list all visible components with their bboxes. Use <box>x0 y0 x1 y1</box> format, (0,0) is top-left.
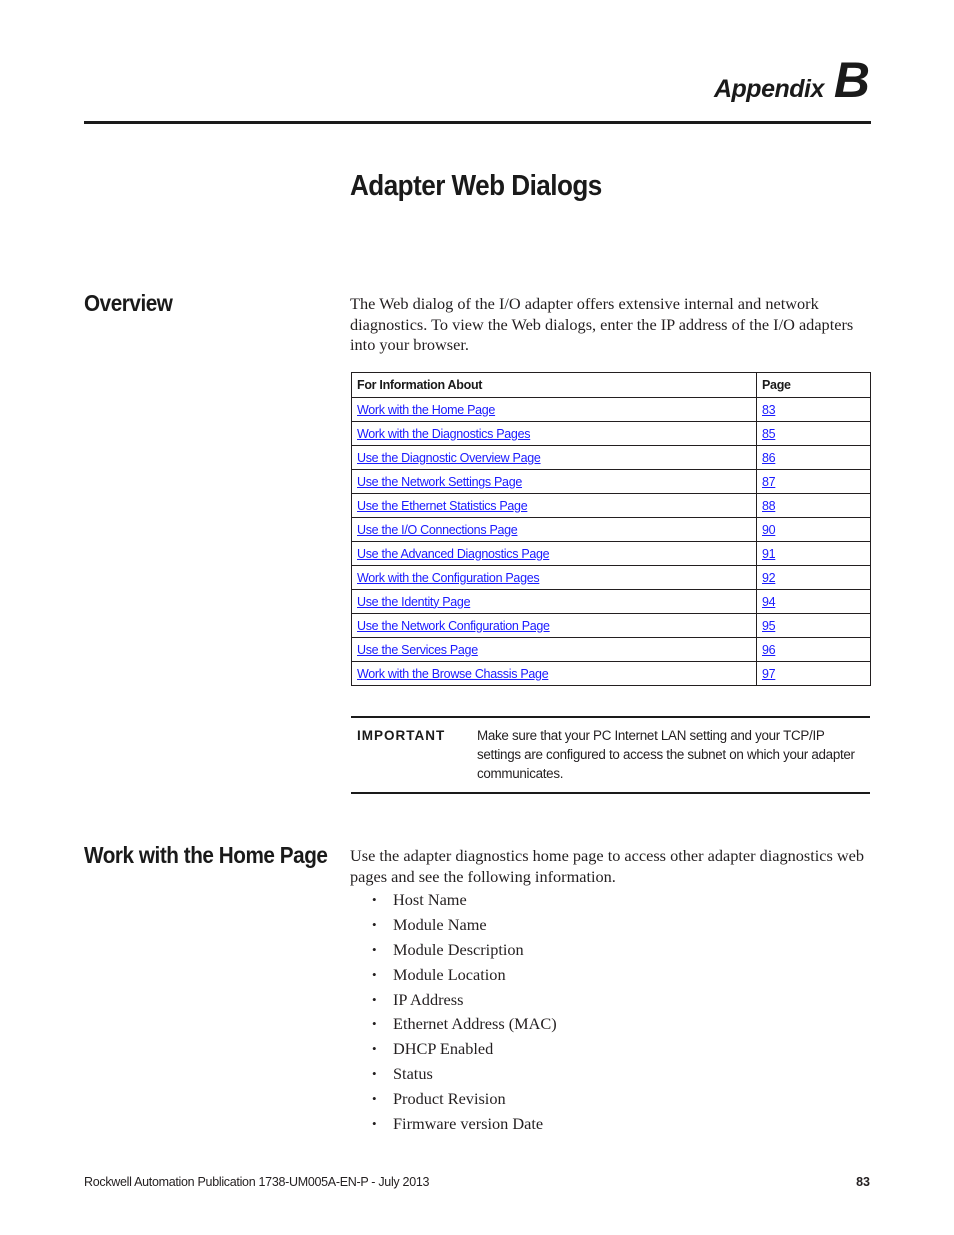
list-item <box>372 1012 557 1037</box>
table-row <box>352 566 871 590</box>
toc-page-cell <box>757 470 871 494</box>
table-row <box>352 590 871 614</box>
toc-page-cell <box>757 398 871 422</box>
bullet-icon: • <box>372 1091 377 1107</box>
table-row <box>352 662 871 686</box>
list-item <box>372 938 557 963</box>
toc-page-cell <box>757 566 871 590</box>
toc-topic-cell <box>352 518 757 542</box>
toc-topic-cell <box>352 662 757 686</box>
home-page-paragraph: Use the adapter diagnostics home page to access other adapter diagnostics web pages and see the following information. <box>350 846 865 886</box>
toc-page-link[interactable]: 92 <box>762 570 776 585</box>
toc-topic-cell <box>352 590 757 614</box>
list-item <box>372 1112 557 1137</box>
toc-header-row <box>352 373 871 398</box>
table-row <box>352 398 871 422</box>
footer-publication: Rockwell Automation Publication 1738-UM005A-EN-P - July 2013 <box>84 1175 430 1189</box>
toc-page-cell <box>757 662 871 686</box>
toc-page-link[interactable]: 88 <box>762 498 776 513</box>
important-note <box>351 716 870 794</box>
footer-page-number: 83 <box>856 1175 870 1189</box>
toc-topic-cell <box>352 494 757 518</box>
toc-topic-cell <box>352 566 757 590</box>
toc-page-cell <box>757 638 871 662</box>
table-row <box>352 446 871 470</box>
toc-topic-link[interactable]: Work with the Diagnostics Pages <box>357 426 531 441</box>
toc-page-link[interactable]: 97 <box>762 666 776 681</box>
toc-table <box>351 372 871 686</box>
toc-topic-link[interactable]: Use the Advanced Diagnostics Page <box>357 546 550 561</box>
appendix-letter: B <box>833 52 870 108</box>
toc-page-link[interactable]: 91 <box>762 546 776 561</box>
toc-page-cell <box>757 542 871 566</box>
overview-paragraph: The Web dialog of the I/O adapter offers extensive internal and network diagnostics. To view the Web dialogs, enter the IP address of the I/O adapters into your browser. <box>350 294 854 354</box>
list-item <box>372 1087 557 1112</box>
home-page-heading: Work with the Home Page <box>84 842 328 868</box>
list-item-text: Host Name <box>393 890 467 909</box>
bullet-icon: • <box>372 916 377 932</box>
table-row <box>352 542 871 566</box>
bullet-icon: • <box>372 1016 377 1032</box>
bullet-icon: • <box>372 892 377 907</box>
toc-page-cell <box>757 446 871 470</box>
important-label: IMPORTANT <box>357 728 446 743</box>
chapter-title: Adapter Web Dialogs <box>350 170 602 202</box>
list-item <box>372 988 557 1013</box>
toc-topic-link[interactable]: Work with the Browse Chassis Page <box>357 666 549 681</box>
table-row <box>352 518 871 542</box>
bullet-icon: • <box>372 1066 377 1082</box>
list-item-text: IP Address <box>393 989 464 1009</box>
toc-topic-link[interactable]: Use the Services Page <box>357 642 478 657</box>
table-row <box>352 494 871 518</box>
list-item <box>372 888 557 913</box>
table-row <box>352 422 871 446</box>
toc-page-link[interactable]: 95 <box>762 618 776 633</box>
bullet-icon: • <box>372 991 377 1007</box>
toc-topic-cell <box>352 398 757 422</box>
table-row <box>352 614 871 638</box>
appendix-label <box>713 52 870 108</box>
overview-heading: Overview <box>84 290 173 316</box>
toc-topic-link[interactable]: Use the Identity Page <box>357 594 471 609</box>
toc-topic-link[interactable]: Use the Diagnostic Overview Page <box>357 450 541 465</box>
list-item <box>372 1037 557 1062</box>
toc-page-link[interactable]: 90 <box>762 522 776 537</box>
toc-topic-link[interactable]: Use the Ethernet Statistics Page <box>357 498 528 513</box>
toc-page-cell <box>757 422 871 446</box>
toc-topic-link[interactable]: Work with the Configuration Pages <box>357 570 540 585</box>
list-item <box>372 1062 557 1087</box>
toc-topic-cell <box>352 446 757 470</box>
toc-page-link[interactable]: 96 <box>762 642 776 657</box>
toc-page-link[interactable]: 94 <box>762 594 776 609</box>
table-row <box>352 470 871 494</box>
toc-topic-link[interactable]: Use the Network Settings Page <box>357 474 523 489</box>
toc-topic-link[interactable]: Use the I/O Connections Page <box>357 522 518 537</box>
list-item-text: Module Description <box>393 939 524 959</box>
list-item-text: Ethernet Address (MAC) <box>393 1014 557 1034</box>
bullet-icon: • <box>372 941 377 957</box>
header-rule <box>84 121 871 124</box>
bullet-icon: • <box>372 966 377 982</box>
toc-page-cell <box>757 518 871 542</box>
list-item-text: Firmware version Date <box>393 1114 544 1134</box>
toc-page-link[interactable]: 86 <box>762 450 776 465</box>
list-item-text: DHCP Enabled <box>393 1039 494 1059</box>
toc-page-cell <box>757 494 871 518</box>
toc-page-link[interactable]: 83 <box>762 402 776 417</box>
home-page-info-list <box>372 888 557 1137</box>
table-row <box>352 638 871 662</box>
important-text: Make sure that your PC Internet LAN setting and your TCP/IP settings are configured to access the subnet on which your adapter communicates. <box>477 728 855 781</box>
toc-page-link[interactable]: 87 <box>762 474 776 489</box>
list-item-text: Module Location <box>393 964 506 984</box>
toc-topic-cell <box>352 470 757 494</box>
list-item <box>372 913 557 938</box>
toc-topic-cell <box>352 422 757 446</box>
toc-page-link[interactable]: 85 <box>762 426 776 441</box>
toc-topic-cell <box>352 614 757 638</box>
list-item-text: Product Revision <box>393 1089 506 1109</box>
toc-topic-link[interactable]: Use the Network Configuration Page <box>357 618 550 633</box>
toc-topic-link[interactable]: Work with the Home Page <box>357 402 496 417</box>
bullet-icon: • <box>372 1041 377 1057</box>
toc-header-topic: For Information About <box>352 373 757 398</box>
toc-topic-cell <box>352 542 757 566</box>
toc-page-cell <box>757 590 871 614</box>
bullet-icon: • <box>372 1116 377 1132</box>
toc-page-cell <box>757 614 871 638</box>
toc-topic-cell <box>352 638 757 662</box>
list-item-text: Status <box>393 1064 433 1084</box>
list-item <box>372 963 557 988</box>
list-item-text: Module Name <box>393 914 487 934</box>
appendix-word: Appendix <box>713 75 824 103</box>
toc-header-page: Page <box>757 373 871 398</box>
